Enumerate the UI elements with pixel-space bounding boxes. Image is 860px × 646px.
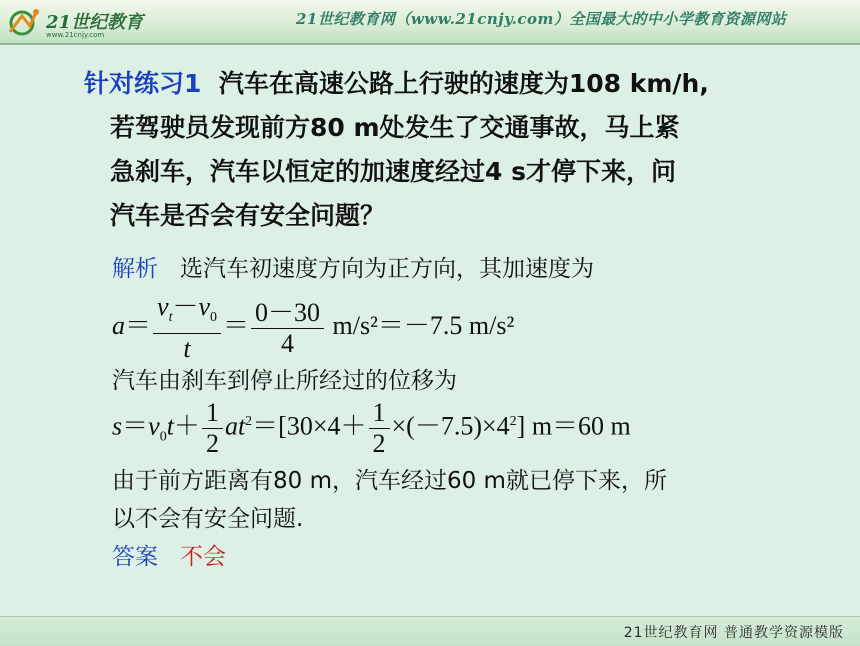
acceleration-result: m/s²＝－7.5 m/s² [332, 311, 515, 341]
question-label: 针对练习1 [84, 69, 202, 98]
footer-text: 21世纪教育网 普通教学资源模版 [623, 625, 844, 641]
displacement-formula: $s=v_0t+$ $\frac{1}{2}$ $at^2=[30\times 4+$ $\frac{1}{2}$ $\times(-7.5)\times 4^2$] m＝60 m [112, 398, 631, 458]
acceleration-formula: a＝ $\frac{v_t-v_0}{t}$ ＝ $\frac{0-30}{4}$ m/s²＝－7.5 m/s² [112, 292, 515, 364]
solution-label: 解析 [112, 256, 158, 282]
answer-label: 答案 [112, 544, 158, 570]
logo-text: 21世纪教育 [46, 12, 144, 33]
question-line-3: 急刹车，汽车以恒定的加速度经过4 s才停下来，问 [110, 157, 676, 186]
site-logo [6, 6, 176, 40]
footer-band [0, 616, 860, 646]
displacement-result: m＝60 m [531, 411, 631, 441]
site-tagline: 21世纪教育网（www.21cnjy.com）全国最大的中小学教育资源网站 [296, 10, 787, 28]
question-block [84, 62, 784, 238]
logo-subtext: www.21cnjy.com [46, 31, 105, 39]
answer-line [112, 538, 812, 571]
header-divider [0, 43, 860, 45]
conclusion-line-1: 由于前方距离有80 m，汽车经过60 m就已停下来，所 [112, 468, 667, 494]
header-band [0, 0, 860, 44]
solution-intro: 选汽车初速度方向为正方向，其加速度为 [179, 256, 594, 282]
question-line-2: 若驾驶员发现前方80 m处发生了交通事故，马上紧 [110, 113, 680, 142]
question-line-1: 汽车在高速公路上行驶的速度为108 km/h, [218, 69, 709, 98]
conclusion-block [112, 462, 812, 538]
displacement-intro: 汽车由刹车到停止所经过的位移为 [112, 368, 457, 394]
question-line-4: 汽车是否会有安全问题？ [110, 201, 386, 230]
solution-intro-line [112, 250, 812, 283]
conclusion-line-2: 以不会有安全问题. [112, 506, 304, 532]
answer-value: 不会 [179, 544, 226, 570]
